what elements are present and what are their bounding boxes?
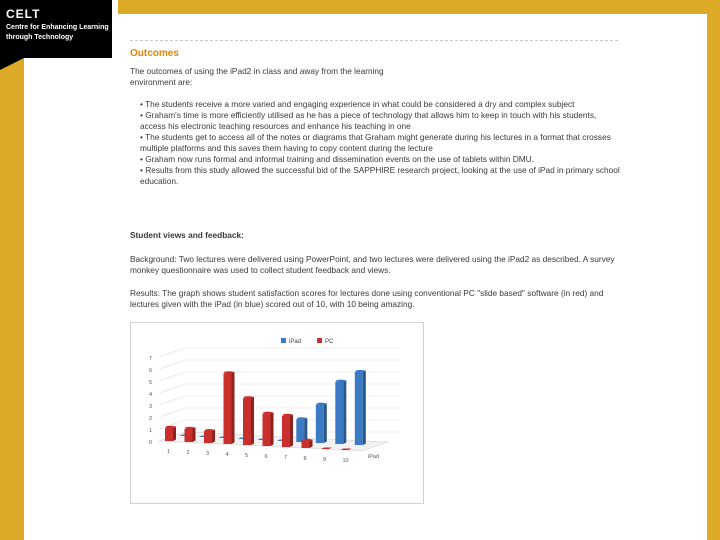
gridline-depth: [159, 348, 185, 357]
intro-paragraph: The outcomes of using the iPad2 in class and away from the learning environment are:: [130, 66, 384, 87]
bar-pc-top: [263, 412, 273, 414]
bar-ipad: [296, 419, 304, 442]
dashed-divider: [130, 40, 618, 41]
bar-ipad-side: [343, 380, 346, 444]
satisfaction-chart: [130, 322, 424, 504]
y-tick-label: 6: [149, 368, 153, 374]
y-tick-label: 1: [149, 428, 153, 434]
bar-pc: [282, 416, 290, 447]
bar-pc-top: [205, 429, 215, 431]
bar-ipad: [355, 372, 363, 445]
chart-svg: [131, 323, 423, 503]
x-tick-label: 10: [342, 458, 349, 464]
bar-pc: [243, 398, 251, 445]
y-tick-label: 2: [149, 416, 153, 422]
celt-logo-block: [0, 0, 112, 58]
bar-pc-side: [271, 412, 274, 446]
gridline-depth: [159, 396, 185, 405]
bar-ipad: [316, 405, 324, 443]
bar-pc: [263, 414, 271, 446]
right-gold-strip: [707, 0, 720, 540]
bar-pc-top: [185, 427, 195, 429]
outcome-bullet-list: [140, 99, 620, 187]
gridline-depth: [159, 384, 185, 393]
bar-ipad-top: [336, 380, 346, 382]
legend-label-ipad: iPad: [289, 339, 302, 345]
depth-axis-label: iPad: [368, 454, 380, 460]
bullet-item: • Results from this study allowed the successful bid of the SAPPHIRE research project, looking at the use of iPad in primary school education.: [140, 165, 620, 186]
x-tick-label: 2: [186, 450, 190, 456]
y-tick-label: 5: [149, 380, 153, 386]
bar-pc-top: [244, 396, 254, 398]
bar-ipad-side: [304, 418, 307, 442]
top-gold-bar: [118, 0, 720, 14]
x-tick-label: 1: [167, 449, 171, 455]
bar-pc-side: [212, 430, 215, 444]
x-tick-label: 9: [323, 457, 327, 463]
bar-pc-side: [251, 397, 254, 445]
x-tick-label: 5: [245, 453, 249, 459]
bar-ipad-side: [363, 370, 366, 445]
legend-swatch-pc: [317, 338, 322, 343]
bar-pc-side: [173, 426, 176, 441]
brand-wedge: [0, 58, 24, 70]
brand-title: CELT: [6, 7, 41, 21]
bar-pc-side: [290, 414, 293, 447]
bar-pc: [204, 431, 212, 443]
gridline-depth: [159, 360, 185, 369]
bar-pc: [185, 429, 193, 442]
bar-ipad-side: [324, 403, 327, 443]
background-paragraph: Background: Two lectures were delivered using PowerPoint, and two lectures were delivered using the iPad2 as described. A survey monkey questionnaire was used to collect student feedback and views.: [130, 254, 615, 275]
bar-pc: [165, 428, 173, 441]
bar-pc-side: [232, 372, 235, 444]
bar-pc: [224, 373, 232, 444]
results-paragraph: Results: The graph shows student satisfaction scores for lectures done using conventional PC "slide based" software (in red) and lectures given with the iPad (in blue) scored out of 10, with 10 being amazing.: [130, 288, 604, 309]
x-tick-label: 4: [225, 452, 229, 458]
x-tick-label: 7: [284, 455, 288, 461]
x-tick-label: 6: [264, 454, 268, 460]
bar-ipad: [335, 382, 343, 444]
bar-pc-top: [166, 426, 176, 428]
legend-label-pc: PC: [325, 339, 334, 345]
y-tick-label: 3: [149, 404, 153, 410]
y-tick-label: 0: [149, 440, 153, 446]
bar-ipad-top: [355, 370, 365, 372]
bar-pc: [302, 441, 310, 448]
bullet-item: • The students receive a more varied and engaging experience in what could be considered a dry and complex subject: [140, 99, 575, 109]
left-gold-sidebar: [0, 0, 24, 540]
student-views-heading: Student views and feedback:: [130, 230, 244, 240]
bullet-item: • Graham now runs formal and informal training and dissemination events on the use of tablets within DMU.: [140, 154, 534, 164]
bar-pc-top: [302, 439, 312, 441]
bar-pc-top: [224, 371, 234, 373]
bar-ipad-top: [316, 403, 326, 405]
gridline-depth: [159, 408, 185, 417]
bullet-item: • Graham's time is more efficiently utilised as he has a piece of technology that allows him to keep in touch with his students, access his electronic teaching resources and enhance his teaching in one: [140, 110, 597, 131]
y-tick-label: 4: [149, 392, 153, 398]
x-tick-label: 3: [206, 451, 210, 457]
bar-pc-top: [283, 414, 293, 416]
brand-subtitle: Centre for Enhancing Learning through Technology: [6, 24, 109, 41]
x-tick-label: 8: [303, 456, 307, 462]
bar-pc-side: [193, 427, 196, 442]
legend-swatch-ipad: [281, 338, 286, 343]
gridline-depth: [159, 372, 185, 381]
section-heading: Outcomes: [130, 48, 179, 59]
y-tick-label: 7: [149, 356, 153, 362]
bar-ipad-top: [297, 417, 307, 419]
bullet-item: • The students get to access all of the notes or diagrams that Graham might generate during his lectures in a format that crosses multiple platforms and this saves them having to copy content during the lecture: [140, 132, 611, 153]
